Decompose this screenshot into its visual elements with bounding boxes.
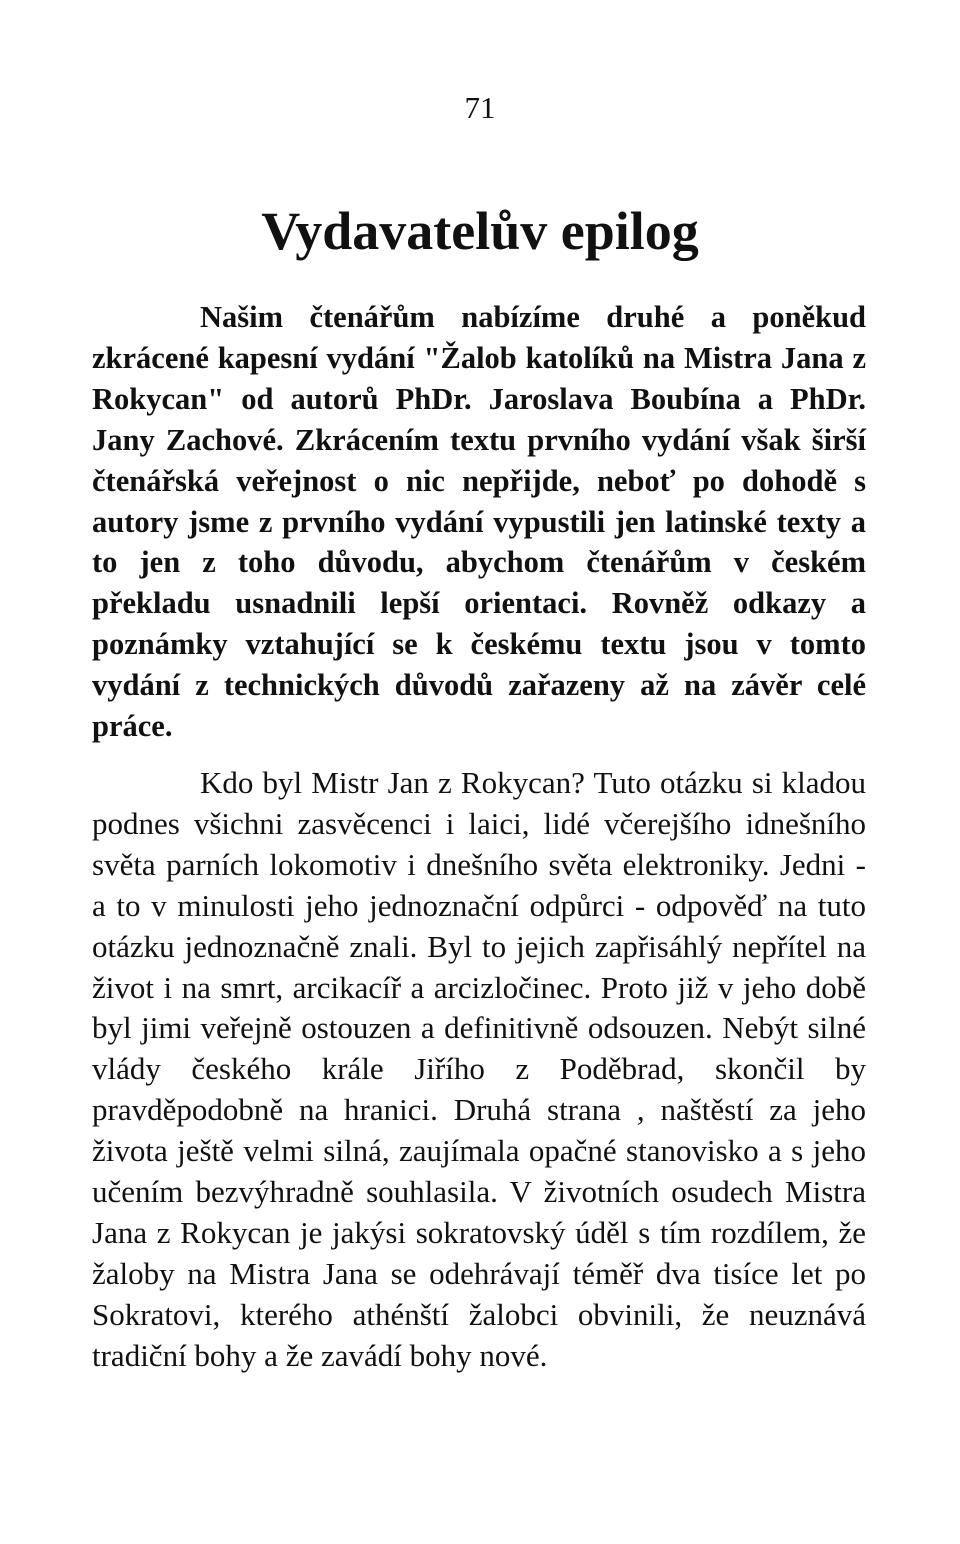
page-number: 71	[464, 90, 496, 125]
paragraph-main: Kdo byl Mistr Jan z Rokycan? Tuto otázku si kladou podnes všichni zasvěcenci i laici, lidé včerejšího idnešního světa parních lokomotiv i dnešního světa elektroniky. Jedni - a to v minulosti jeho jednoznační odpůrci - odpověď na tuto otázku jednoznačně znali. Byl to jejich zapřisáhlý nepřítel na život i na smrt, arcikacíř a arcizločinec. Proto již v jeho době byl jimi veřejně ostouzen a definitivně odsouzen. Nebýt silné vlády českého krále Jiřího z Poděbrad, skončil by pravděpodobně na hranici. Druhá strana , naštěstí za jeho života ještě velmi silná, zaujímala opačné stanovisko a s jeho učením bezvýhradně souhlasila. V životních osudech Mistra Jana z Rokycan je jakýsi sokratovský úděl s tím rozdílem, že žaloby na Mistra Jana se odehrávají téměř dva tisíce let po Sokratovi, kterého athénští žalobci obvinili, že neuznává tradiční bohy a že zavádí bohy nové.	[92, 765, 866, 1373]
chapter-title: Vydavatelův epilog	[261, 201, 699, 261]
paragraph-intro: Našim čtenářům nabízíme druhé a poněkud zkrácené kapesní vydání "Žalob katolíků na Mistra Jana z Rokycan" od autorů PhDr. Jaroslava Boubína a PhDr. Jany Zachové. Zkrácením textu prvního vydání však širší čtenářská veřejnost o nic nepřijde, neboť po dohodě s autory jsme z prvního vydání vypustili jen latinské texty a to jen z toho důvodu, abychom čtenářům v českém překladu usnadnili lepší orientaci. Rovněž odkazy a poznámky vztahující se k českému textu jsou v tomto vydání z technických důvodů zařazeny až na závěr celé práce.	[92, 300, 866, 744]
